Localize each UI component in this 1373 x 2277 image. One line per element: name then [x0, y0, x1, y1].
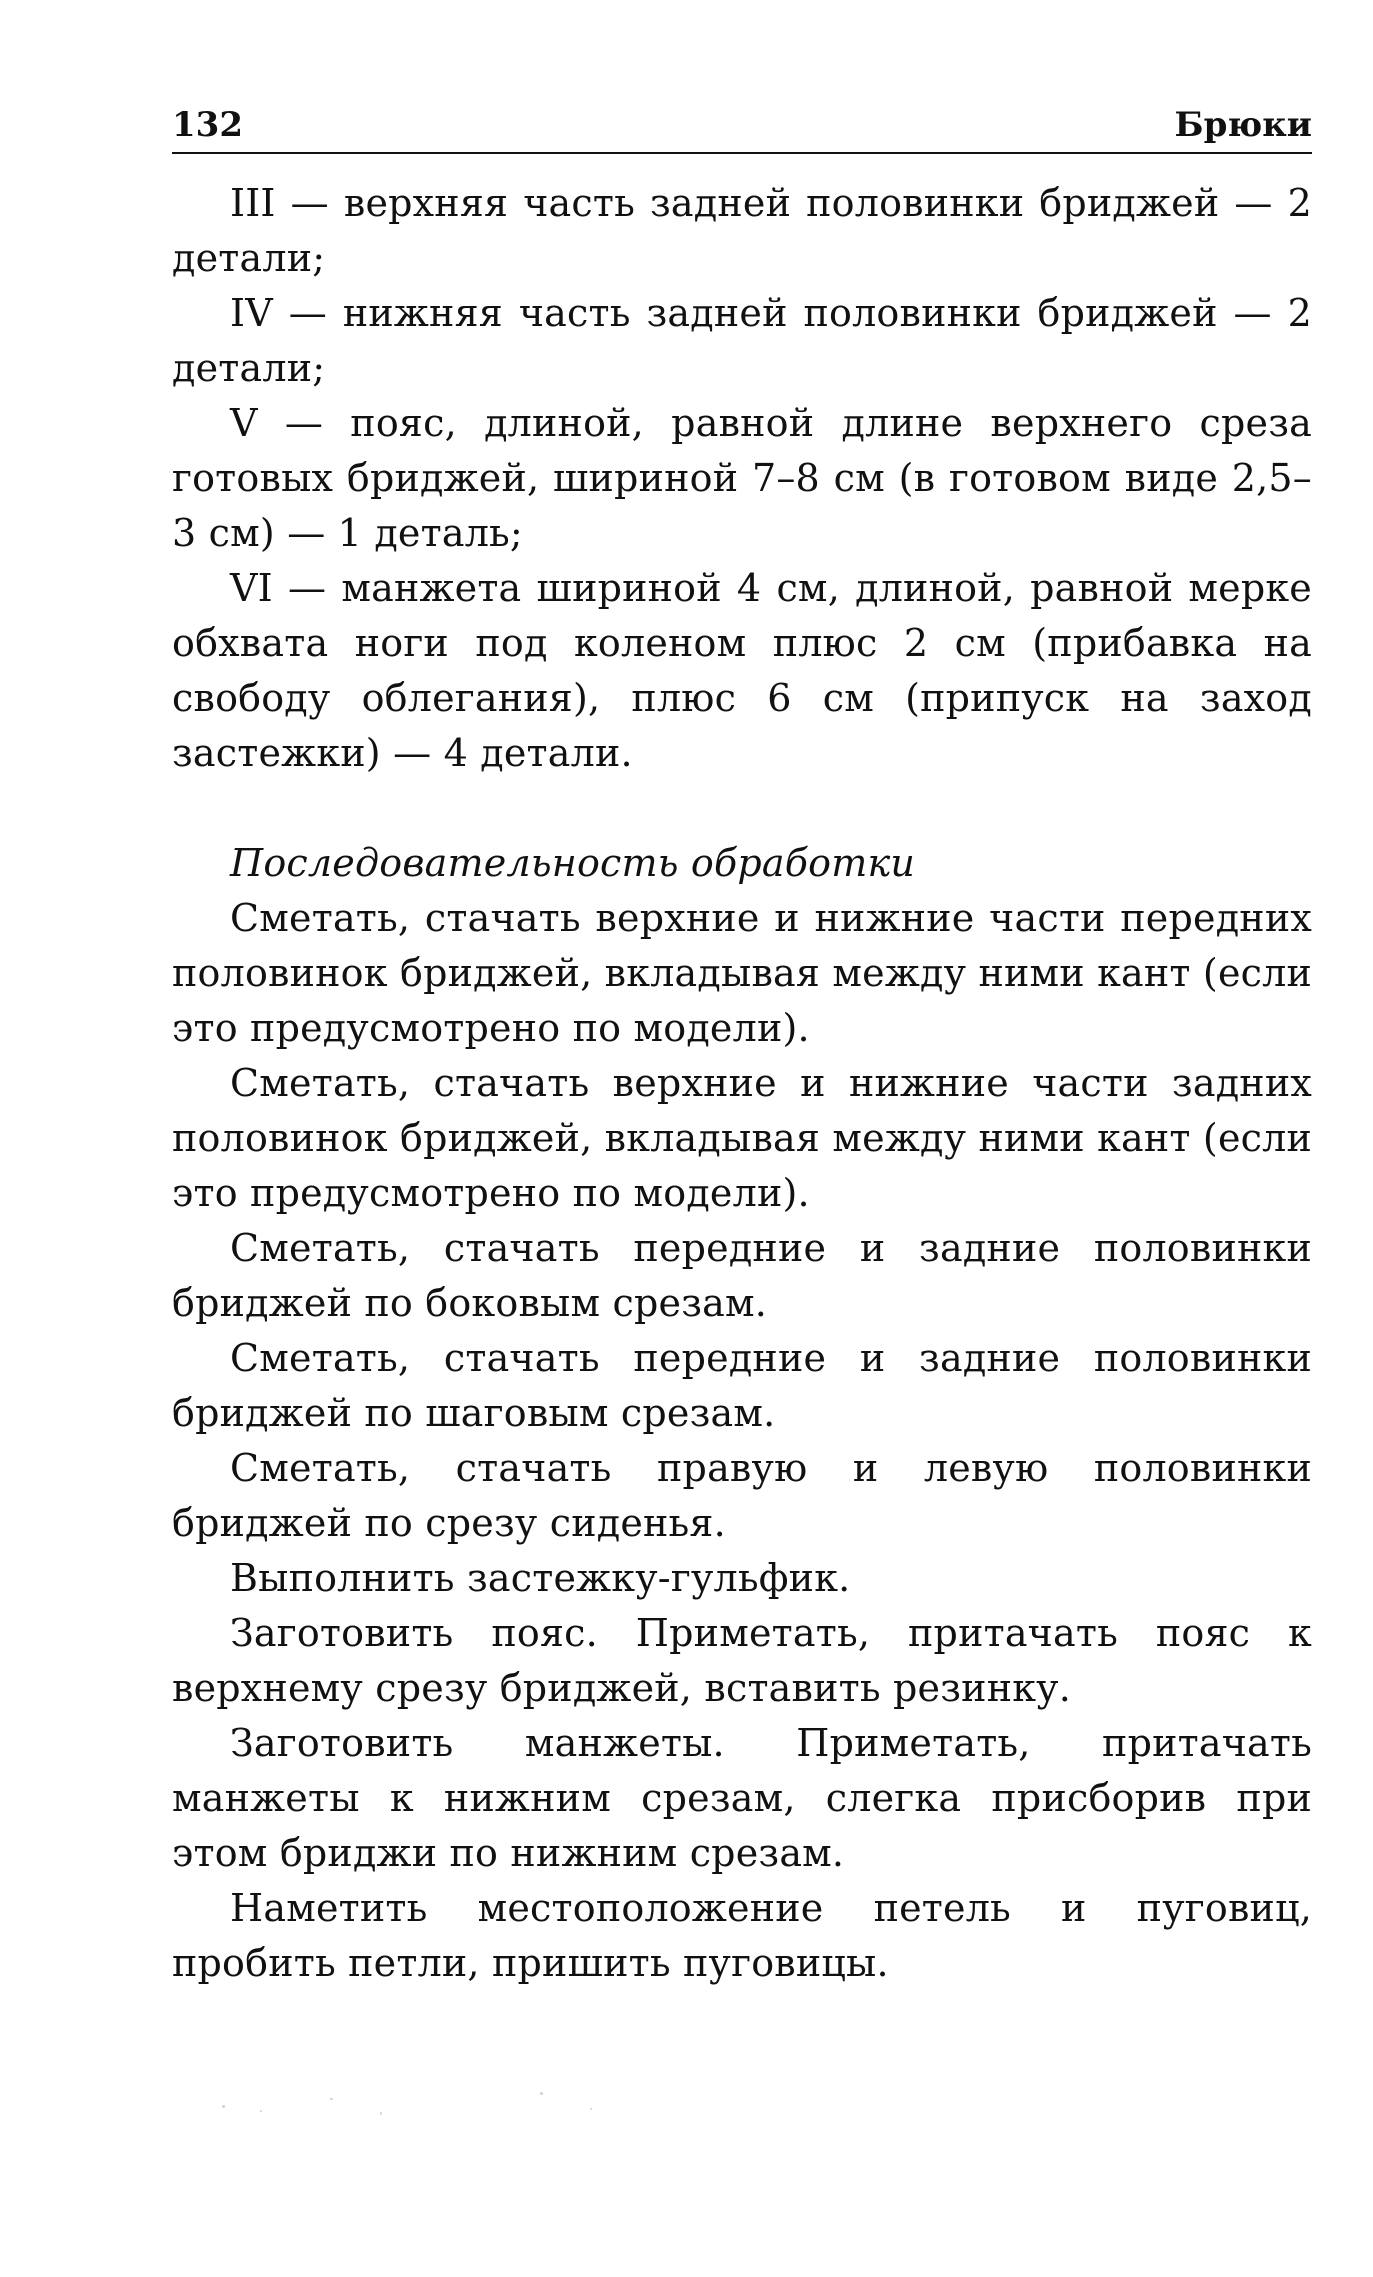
- procedure-step: Наметить местоположение петель и пуговиц, пробить петли, пришить пуговицы.: [172, 1886, 1312, 1985]
- procedure-step: Сметать, стачать верхние и нижние части задних половинок бриджей, вкладывая между ними кант (если это предусмотрено по модели).: [172, 1061, 1312, 1215]
- parts-list-item: IV — нижняя часть задней половинки бриджей — 2 детали;: [172, 291, 1312, 390]
- scan-speck: [540, 2092, 543, 2095]
- parts-list-item: V — пояс, длиной, равной длине верхнего среза готовых бриджей, шириной 7–8 см (в готовом виде 2,5–3 см) — 1 деталь;: [172, 401, 1312, 555]
- scan-speck: [222, 2105, 225, 2108]
- procedure-heading: Последовательность обработки: [230, 841, 916, 885]
- paragraph-spacer: [172, 781, 1312, 836]
- procedure-step: Сметать, стачать передние и задние половинки бриджей по боковым срезам.: [172, 1226, 1312, 1325]
- procedure-step: Сметать, стачать правую и левую половинки бриджей по срезу сиденья.: [172, 1446, 1312, 1545]
- scan-speck: [1290, 980, 1292, 983]
- page-body: [172, 176, 1312, 1991]
- scan-speck: [260, 2110, 262, 2112]
- procedure-step: Заготовить манжеты. Приметать, притачать манжеты к нижним срезам, слегка присборив при этом бриджи по нижним срезам.: [172, 1721, 1312, 1875]
- parts-list-item: VI — манжета шириной 4 см, длиной, равной мерке обхвата ноги под коленом плюс 2 см (прибавка на свободу облегания), плюс 6 см (припуск на заход застежки) — 4 детали.: [172, 566, 1312, 775]
- scan-speck: [1040, 1090, 1042, 1092]
- parts-list-item: III — верхняя часть задней половинки бриджей — 2 детали;: [172, 181, 1312, 280]
- section-title: Брюки: [1174, 105, 1312, 145]
- scan-speck: [330, 2098, 333, 2100]
- running-header: [172, 100, 1312, 154]
- procedure-step: Выполнить застежку-гульфик.: [230, 1556, 851, 1600]
- scan-speck: [380, 2112, 382, 2115]
- book-page: [172, 100, 1312, 1991]
- procedure-step: Заготовить пояс. Приметать, притачать пояс к верхнему срезу бриджей, вставить резинку.: [172, 1611, 1312, 1710]
- procedure-step: Сметать, стачать передние и задние половинки бриджей по шаговым срезам.: [172, 1336, 1312, 1435]
- procedure-step: Сметать, стачать верхние и нижние части передних половинок бриджей, вкладывая между ними кант (если это предусмотрено по модели).: [172, 896, 1312, 1050]
- page-number: 132: [172, 105, 243, 145]
- scan-speck: [590, 2108, 592, 2110]
